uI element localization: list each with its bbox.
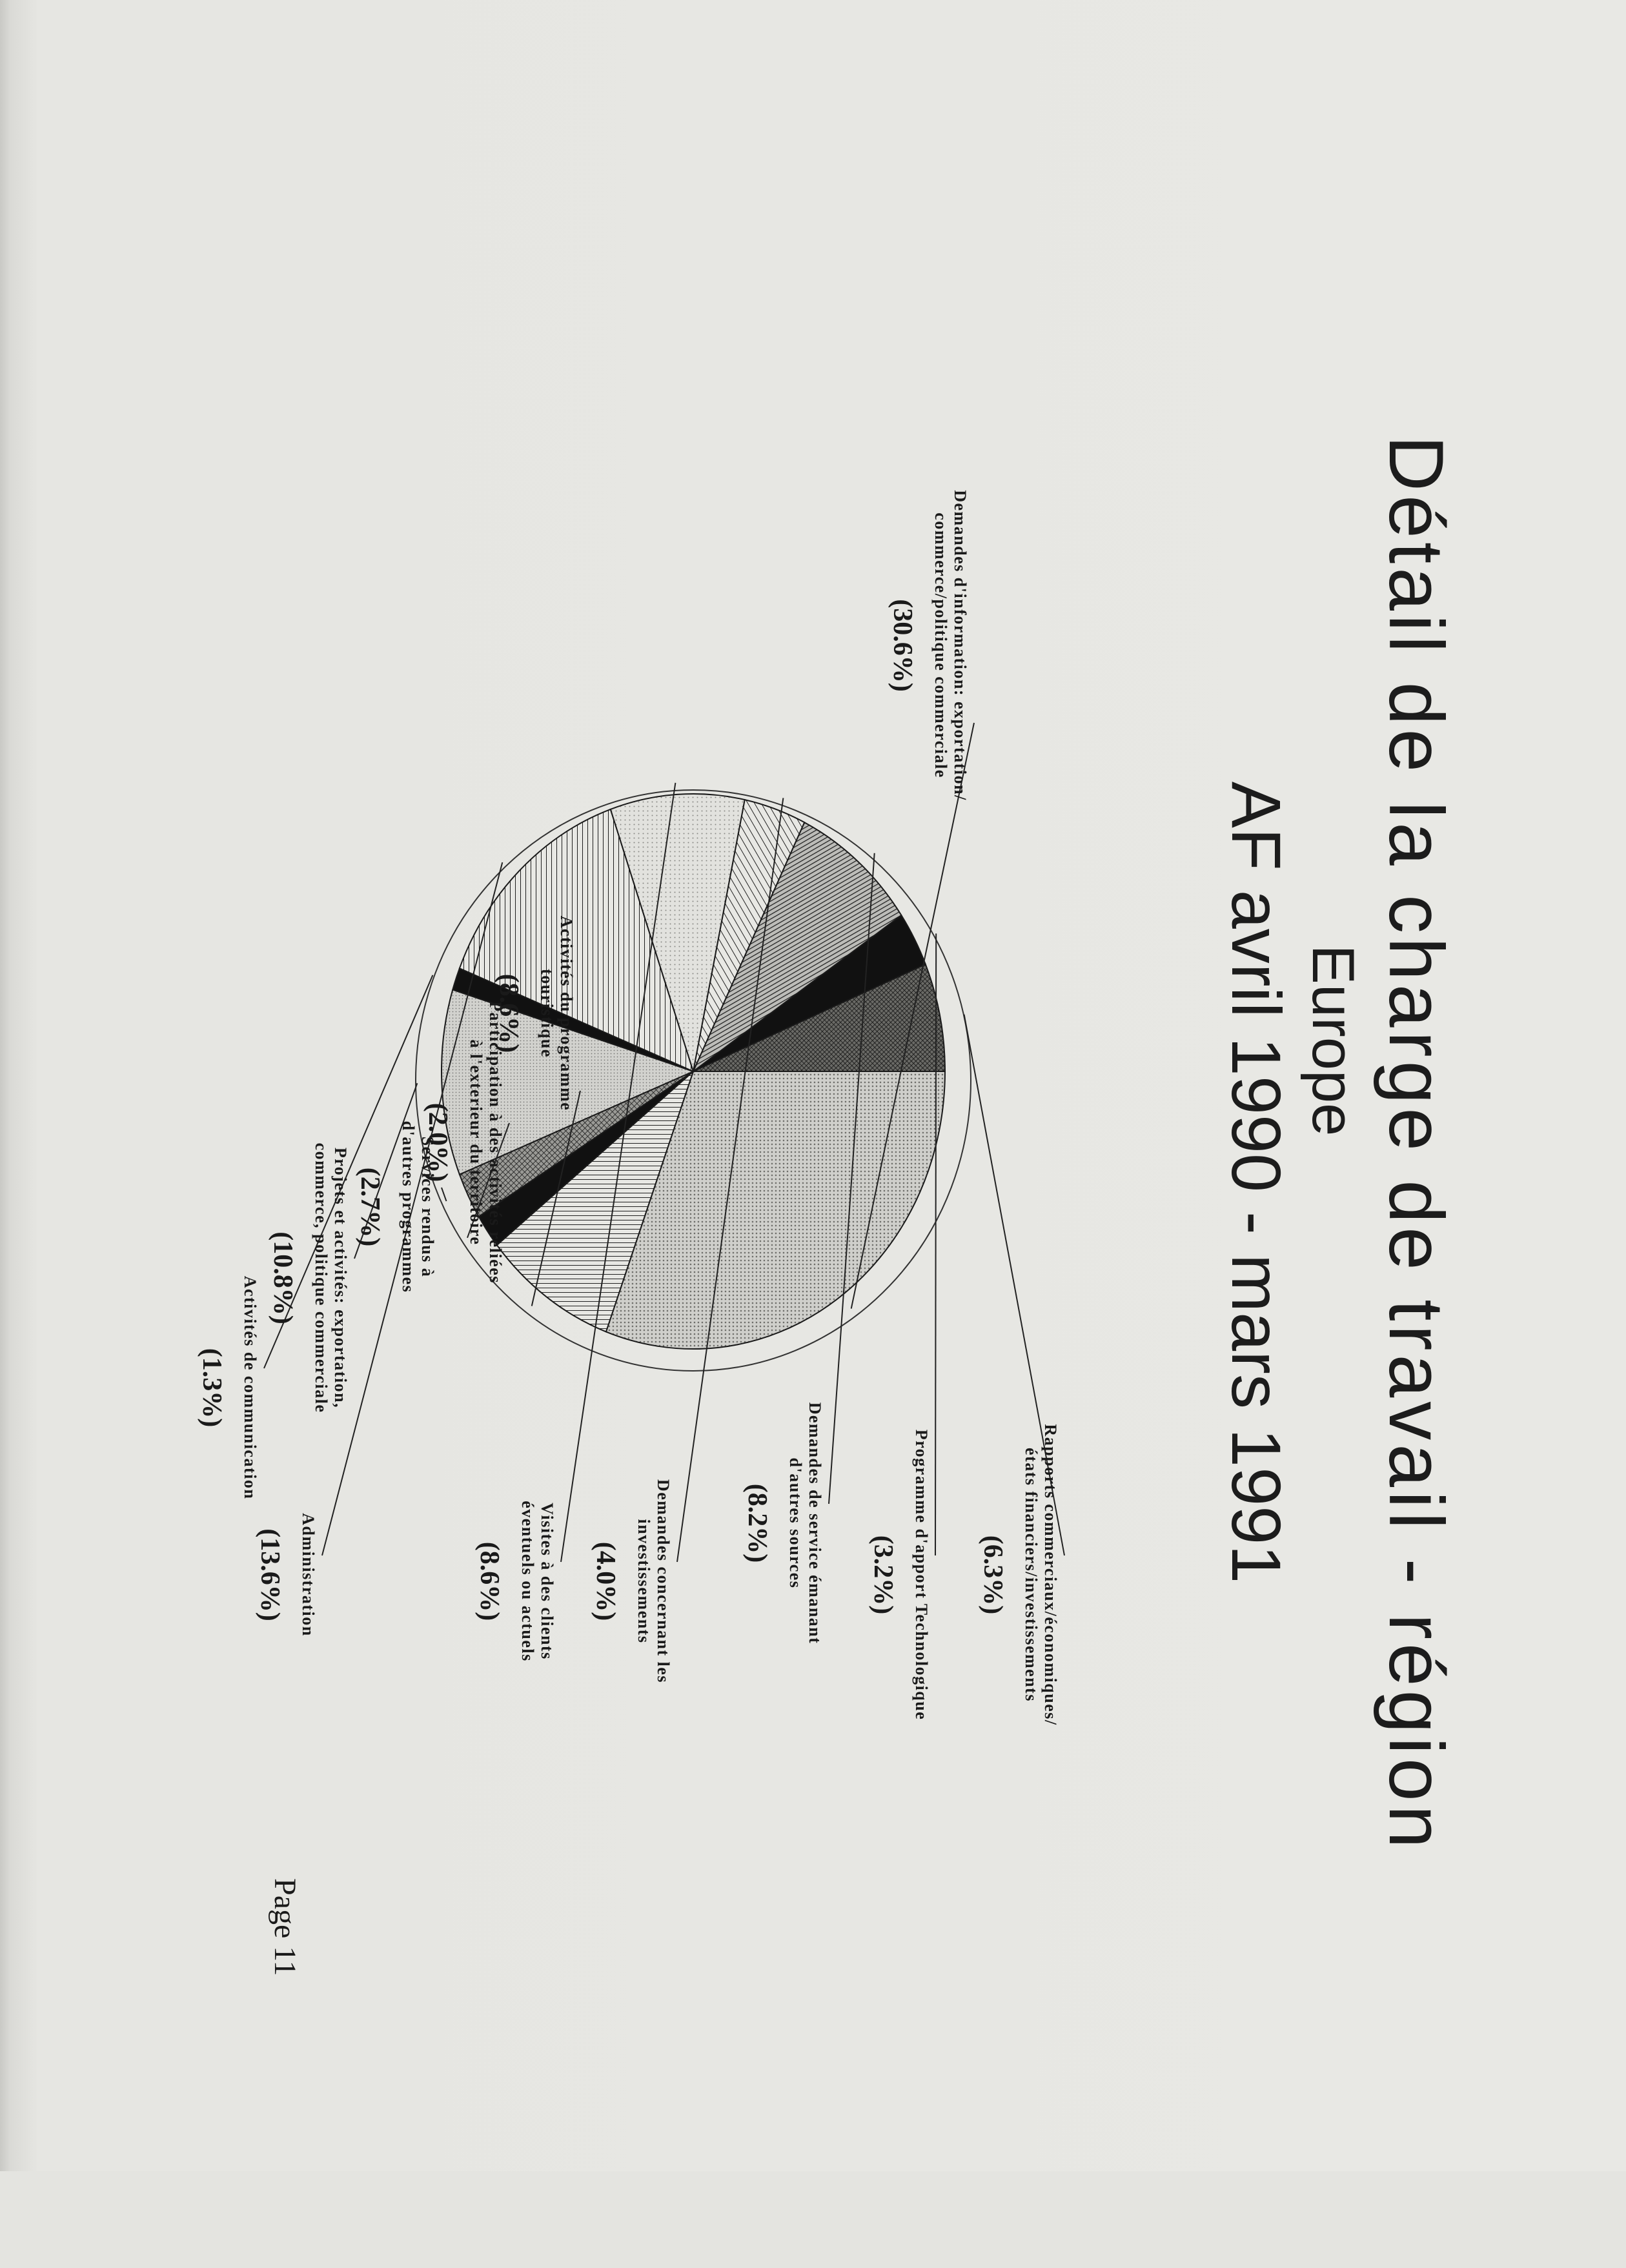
slice-percent-label: (8.6%) xyxy=(494,973,523,1053)
slice-label xyxy=(591,1479,673,1683)
chart-subtitle: AF avril 1990 - mars 1991 xyxy=(1217,781,1296,1584)
slice-percent-label: (2.7%) xyxy=(355,1167,385,1247)
slice-percent-label: (6.3%) xyxy=(978,1535,1008,1615)
chart-title-region: Europe xyxy=(1300,944,1366,1137)
leader-line xyxy=(935,933,936,1555)
slice-label-text: Activités de communication xyxy=(241,1275,259,1500)
slice-label-text: Projets et activités: exportation, xyxy=(331,1147,350,1409)
slice-label xyxy=(978,1424,1060,1725)
slice-label-text: investissements xyxy=(635,1519,653,1644)
slice-percent-label: (8.2%) xyxy=(742,1483,772,1563)
slice-label-text: Rapports commerciaux/économiques/ xyxy=(1041,1424,1060,1726)
slice-label-text: d'autres programmes xyxy=(399,1120,418,1293)
slice-percent-label: (1.3%) xyxy=(197,1348,227,1428)
slice-label xyxy=(888,490,970,801)
slice-label-text: Programme d'apport Technologique xyxy=(912,1429,931,1721)
slice-percent-label: (3.2%) xyxy=(868,1535,898,1615)
slice-label-text: commerce, politique commerciale xyxy=(312,1142,330,1413)
slice-percent-label: (13.6%) xyxy=(255,1528,285,1621)
slice-label-text: Visites à des clients xyxy=(538,1503,556,1660)
page-number: Page 11 xyxy=(268,1878,302,1976)
slice-label-text: Demandes de service émanant xyxy=(806,1402,824,1645)
slice-label xyxy=(742,1402,824,1645)
slice-label xyxy=(474,1501,556,1662)
slice-label-text: éventuels ou actuels xyxy=(518,1501,537,1662)
slice-label xyxy=(868,1430,931,1721)
slice-label xyxy=(197,1276,259,1500)
slice-label-text: Administration xyxy=(299,1513,318,1637)
slice-percent-label: (4.0%) xyxy=(591,1541,620,1621)
slice-label-text: états financiers/investissements xyxy=(1022,1448,1041,1702)
slice-label-text: à l'exterieur du territoire xyxy=(467,1039,485,1246)
slice-percent-label: (30.6%) xyxy=(888,599,917,692)
slice-percent-label: (8.6%) xyxy=(474,1541,504,1621)
slice-label-text: d'autres sources xyxy=(786,1457,805,1589)
slice-label-text: Demandes concernant les xyxy=(654,1479,673,1684)
slice-percent-label: (2.0%) xyxy=(423,1102,452,1182)
slice-label-text: Participation à des activités reliées xyxy=(486,1001,505,1284)
slice-label-text: Demandes d'information: exportation/ xyxy=(951,490,970,801)
slice-label-text: commerce/politique commerciale xyxy=(931,512,950,778)
slice-label xyxy=(255,1513,318,1636)
slice-label-text: touristique xyxy=(538,969,556,1058)
slice-label-text: Activités du programme xyxy=(557,915,576,1111)
slice-label-text: Services rendus à xyxy=(418,1136,437,1278)
slice-label xyxy=(355,1121,437,1293)
chart-title: Détail de la charge de travail - région xyxy=(1373,435,1459,1852)
slice-label xyxy=(268,1143,350,1413)
leader-line xyxy=(442,1188,447,1201)
slice-percent-label: (10.8%) xyxy=(268,1231,298,1324)
